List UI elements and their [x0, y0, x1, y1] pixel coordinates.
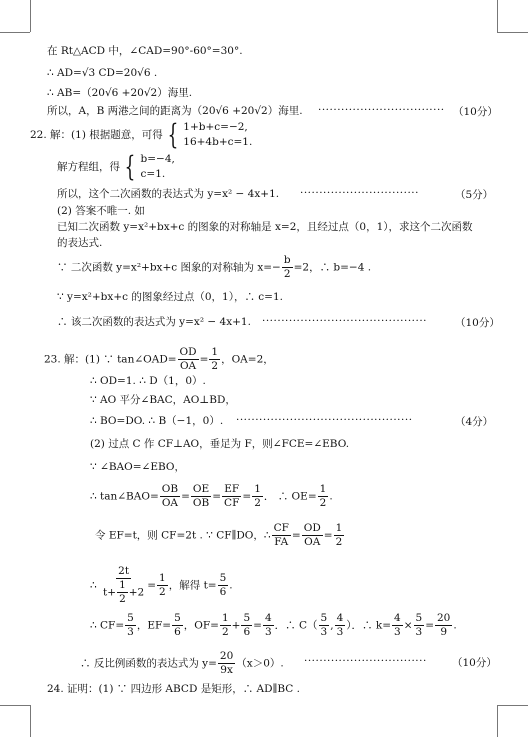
- numerator: OE: [192, 483, 210, 495]
- solution-line: ∴ CF= $\frac{5}{3}$ ，EF= $\frac{5}{6}$ ，OF= $\frac{1}{2}$ + $\frac{5}{6}$ = $\frac{4}{3}$ ．∴ C（ $\frac{5}{3}$ , $\frac{4}{3}$ ）．∴ k= $\frac{4}{3}$ × $\frac{5}{3}$ = $\frac{20}{9}$ .: [90, 612, 457, 638]
- denominator: OA: [304, 536, 321, 548]
- solve-lead: 解方程组，得: [57, 161, 120, 173]
- solution-line: 在 Rt△ACD 中，∠CAD=90°-60°=30°.: [47, 45, 243, 57]
- fraction: [191, 483, 211, 510]
- denominator: OA: [179, 360, 197, 372]
- denominator: 3: [264, 626, 272, 638]
- text-segment: ． ∴ OE=: [263, 490, 317, 503]
- fraction: [218, 650, 235, 677]
- solution-line: 的表达式.: [57, 237, 103, 249]
- solution-line: (2) 过点 C 作 CF⊥AO，垂足为 F，则∠FCE=∠EBO.: [90, 438, 350, 450]
- text-segment: 令 EF=t，则 CF=2t . ∵ CF∥DO，∴: [95, 529, 271, 542]
- score-leader: ································: [304, 655, 427, 667]
- numerator: 4: [336, 612, 344, 624]
- fraction: [263, 612, 274, 639]
- problem-24-header: 24. 证明：(1) ∵ 四边形 ABCD 是矩形，∴ AD∥BC .: [47, 683, 301, 695]
- text-segment: ，OA=2，: [221, 353, 274, 366]
- fraction: [302, 522, 323, 549]
- text-segment: 23. 解：(1) ∵ tan∠OAD=: [44, 353, 177, 366]
- denominator: 2: [119, 593, 126, 605]
- crop-mark-top-right-v: [497, 0, 498, 32]
- score-leader: ·································: [318, 104, 445, 116]
- fraction: [220, 612, 231, 639]
- numerator: 1: [211, 346, 219, 358]
- numerator: 1: [119, 579, 126, 591]
- numerator: 20: [219, 650, 234, 662]
- numerator: 5: [320, 612, 328, 624]
- solution-line: [80, 650, 284, 677]
- numerator: 1: [335, 522, 343, 534]
- score-label: （5分）: [455, 189, 494, 201]
- denominator: 2: [221, 626, 229, 638]
- crop-mark-bottom-left-h: [0, 705, 30, 706]
- numerator: 1: [319, 483, 327, 495]
- equation: b=−4,: [140, 153, 175, 165]
- numerator: 20: [437, 612, 451, 624]
- text-segment: +2: [128, 586, 145, 599]
- fraction: [222, 483, 241, 510]
- equation: c=1.: [140, 168, 166, 180]
- denominator: 2: [335, 536, 343, 548]
- text-segment: ∴ CF=: [90, 619, 125, 632]
- solution-line: ∴ tan∠BAO= $\frac{OB}{OA}$ = $\frac{OE}{OB}$ = $\frac{EF}{CF}$ = $\frac{1}{2}$ ． ∴ OE= $\frac{1}{2}$ .: [90, 483, 333, 509]
- brace-symbol: {: [124, 150, 136, 183]
- solution-line: 所以，这个二次函数的表达式为 y=x² − 4x+1.: [57, 188, 280, 200]
- problem-22-header: [30, 120, 252, 150]
- numerator: 5: [415, 612, 423, 624]
- fraction: [101, 565, 146, 606]
- fraction: [334, 522, 345, 549]
- equation-system: [183, 120, 252, 150]
- numerator: CF: [273, 522, 289, 534]
- solution-line: (2) 答案不唯一. 如: [57, 205, 145, 217]
- denominator: 2: [254, 497, 261, 509]
- fraction: [319, 612, 330, 639]
- denominator: 6: [243, 626, 251, 638]
- solution-line: ∵ y=x²+bx+c 的图象经过点（0，1），∴ c=1.: [57, 291, 283, 303]
- fraction: [335, 612, 346, 639]
- text-segment: ．∴ C（: [274, 619, 318, 632]
- denominator: 6: [219, 586, 227, 598]
- numerator: 2t: [118, 565, 130, 577]
- text-segment: =2，∴ b=−4 .: [293, 261, 372, 274]
- fraction: [172, 612, 183, 639]
- denominator: CF: [224, 497, 240, 509]
- denominator: OA: [161, 497, 179, 509]
- solution-line: ∴ 2t t+ $\frac{1}{2}$ +2 = $\frac{1}{2}$ ，解得 t= $\frac{5}{6}$ .: [90, 565, 233, 605]
- crop-mark-top-left-v: [30, 0, 31, 32]
- fraction: [282, 254, 293, 281]
- text-segment: ，OF=: [183, 619, 219, 632]
- text-segment: ∴ tan∠BAO=: [90, 490, 159, 503]
- solution-line: ∴ AB=（20√6 +20√2）海里.: [47, 87, 193, 99]
- fraction: [392, 612, 403, 639]
- fraction: [178, 346, 199, 373]
- fraction: [414, 612, 425, 639]
- solution-line: ∴ 该二次函数的表达式为 y=x² − 4x+1.: [57, 316, 251, 328]
- fraction: [209, 346, 220, 373]
- numerator: 1: [159, 572, 166, 584]
- problem-23-header: [44, 346, 274, 373]
- denominator: 6: [174, 626, 181, 638]
- denominator: 3: [394, 626, 401, 638]
- denominator: 9x: [220, 664, 233, 676]
- solution-line: ∵ AO 平分∠BAC，AO⊥BD，: [90, 394, 236, 406]
- solution-line: 已知二次函数 y=x²+bx+c 的图象的对称轴是 x=2，且经过点（0，1），求这个二次函数: [57, 221, 473, 233]
- denominator: FA: [274, 536, 289, 548]
- text-segment: （x＞0）.: [236, 657, 284, 670]
- score-leader: ·······························: [300, 187, 419, 199]
- denominator: 2: [283, 268, 291, 280]
- score-leader: ··············································: [236, 414, 413, 426]
- crop-mark-bottom-left-v: [30, 705, 31, 737]
- text-segment: ∴ 反比例函数的表达式为 y=: [80, 657, 217, 670]
- text-segment: ，解得 t=: [168, 579, 217, 592]
- numerator: 5: [174, 612, 181, 624]
- fraction: [117, 579, 128, 606]
- denominator: OB: [192, 497, 210, 509]
- text-segment: ∴: [90, 579, 97, 592]
- numerator: 5: [219, 572, 227, 584]
- crop-mark-top-left-h: [0, 32, 30, 33]
- numerator: 4: [264, 612, 272, 624]
- solution-line: ∴ OD=1. ∴ D（1，0）.: [90, 375, 206, 387]
- denominator: [101, 579, 146, 606]
- fraction: [252, 483, 263, 510]
- score-label: （4分）: [455, 416, 494, 428]
- score-label: （10分）: [453, 106, 498, 118]
- fraction: [160, 483, 180, 510]
- text-segment: t+: [103, 586, 117, 599]
- solution-system: [141, 152, 175, 182]
- numerator: 1: [254, 483, 261, 495]
- solution-line: ∴ BO=DO. ∴ B（−1，0）.: [90, 415, 224, 427]
- score-label: （10分）: [455, 317, 500, 329]
- denominator: 3: [336, 626, 344, 638]
- denominator: 9: [440, 626, 448, 638]
- denominator: 2: [159, 586, 166, 598]
- denominator: 2: [319, 497, 327, 509]
- solution-line: 所以，A，B 两港之间的距离为（20√6 +20√2）海里.: [47, 105, 303, 117]
- score-leader: ···········································: [262, 315, 428, 327]
- numerator: 1: [221, 612, 229, 624]
- numerator: OD: [303, 522, 321, 534]
- numerator: EF: [224, 483, 240, 495]
- score-label: （10分）: [452, 657, 497, 669]
- text-segment: ）．∴ k=: [346, 619, 391, 632]
- crop-mark-bottom-right-v: [497, 705, 498, 737]
- solution-line: [57, 254, 371, 281]
- numerator: 4: [394, 612, 401, 624]
- denominator: 3: [320, 626, 328, 638]
- fraction: [272, 522, 291, 549]
- denominator: 3: [127, 626, 134, 638]
- fraction: [241, 612, 252, 639]
- fraction: [318, 483, 329, 510]
- solution-line: 令 EF=t，则 CF=2t . ∵ CF∥DO，∴ $\frac{CF}{FA}$ = $\frac{OD}{OA}$ = $\frac{1}{2}$: [95, 522, 343, 548]
- brace-symbol: {: [167, 118, 179, 151]
- text-segment: =: [199, 353, 209, 366]
- numerator: 5: [127, 612, 134, 624]
- crop-mark-top-right-h: [497, 32, 528, 33]
- numerator: 5: [243, 612, 251, 624]
- numerator: OB: [161, 483, 179, 495]
- equation: 16+4b+c=1.: [183, 136, 253, 148]
- numerator: OD: [179, 346, 197, 358]
- fraction: [125, 612, 136, 639]
- equation: 1+b+c=−2,: [183, 121, 248, 133]
- crop-mark-bottom-right-h: [497, 705, 528, 706]
- text-segment: ，EF=: [136, 619, 172, 632]
- fraction: [157, 572, 168, 599]
- solution-line: ∴ AD=√3 CD=20√6 .: [47, 67, 158, 79]
- fraction: [435, 612, 452, 639]
- solve-system-line: [57, 152, 175, 182]
- fraction: [218, 572, 229, 599]
- text-segment: ∵ 二次函数 y=x²+bx+c 图象的对称轴为 x=−: [57, 261, 281, 274]
- problem-22-lead: 22. 解：(1) 根据题意，可得: [30, 129, 163, 141]
- denominator: 2: [211, 360, 219, 372]
- solution-line: ∵ ∠BAO=∠EBO，: [90, 461, 186, 473]
- numerator: b: [283, 254, 291, 266]
- denominator: 3: [415, 626, 423, 638]
